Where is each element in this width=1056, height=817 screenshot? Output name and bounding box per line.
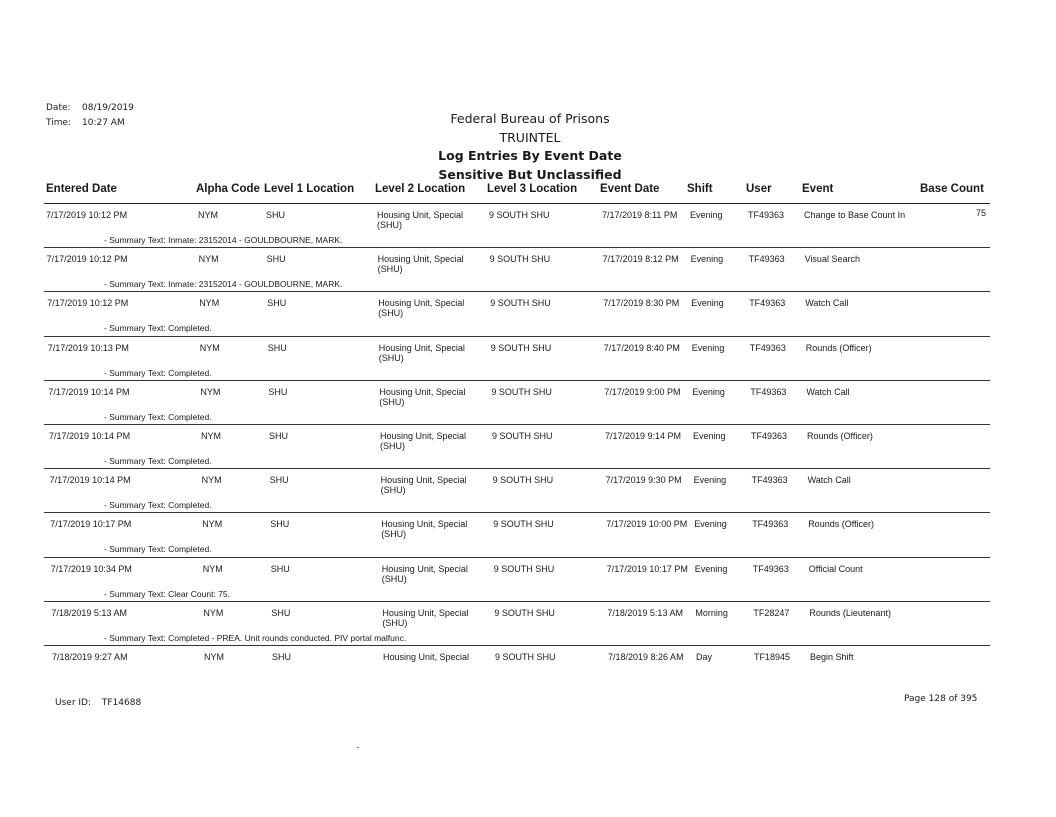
event-date-cell: 7/17/2019 8:30 PM [603,298,680,309]
level1-location-cell: SHU [272,652,292,662]
footer-user-id [55,698,141,708]
event-cell: Rounds (Officer) [807,431,873,441]
level2-location-cell: Housing Unit, Special (SHU) [381,519,468,540]
level1-location-cell: SHU [268,386,288,397]
level3-location-cell: 9 SOUTH SHU [493,519,554,530]
level1-location-cell: SHU [267,342,287,353]
event-cell: Rounds (Officer) [805,342,872,353]
row-separator [44,512,990,513]
row-separator [44,601,990,602]
entered-date-cell: 7/17/2019 10:34 PM [50,563,132,574]
row-separator [44,247,990,248]
col-level3-location: Level 3 Location [487,183,578,195]
event-date-cell: 7/17/2019 9:30 PM [605,475,682,486]
summary-text: - Summary Text: Completed. [104,411,212,422]
alpha-code-cell: NYM [204,652,224,662]
date-value: 08/19/2019 [82,103,134,113]
shift-cell: Evening [692,386,725,397]
summary-text: - Summary Text: Inmate: 23152014 - GOULDBOURNE, MARK. [104,235,343,245]
user-cell: TF28247 [753,607,790,618]
user-cell: TF49363 [748,254,785,265]
col-level2-location: Level 2 Location [375,183,466,195]
classification: Sensitive But Unclassified [438,166,622,182]
level2-location-cell: Housing Unit, Special (SHU) [380,475,467,496]
row-separator [44,291,990,292]
entered-date-cell: 7/17/2019 10:14 PM [48,386,130,397]
level3-location-cell: 9 SOUTH SHU [492,431,553,441]
alpha-code-cell: NYM [199,342,220,353]
shift-cell: Evening [693,431,726,441]
user-cell: TF49363 [750,386,787,397]
entered-date-cell: 7/17/2019 10:12 PM [47,298,129,309]
col-level1-location: Level 1 Location [264,183,355,195]
entered-date-cell: 7/18/2019 5:13 AM [51,607,127,618]
level3-location-cell: 9 SOUTH SHU [490,298,551,309]
level1-location-cell: SHU [266,254,286,265]
shift-cell: Day [696,652,713,662]
user-cell: TF49363 [748,210,785,220]
event-cell: Rounds (Officer) [808,519,875,530]
user-cell: TF49363 [751,431,788,441]
event-cell: Change to Base Count In [804,210,906,220]
agency-name: Federal Bureau of Prisons [450,111,610,126]
row-separator [44,336,990,337]
entered-date-cell: 7/17/2019 10:14 PM [49,475,131,486]
header-rule [44,203,990,204]
level2-location-cell: Housing Unit, Special (SHU) [378,342,465,363]
user-id-value: TF14688 [101,698,142,708]
alpha-code-cell: NYM [199,298,220,309]
col-event: Event [802,183,834,195]
level1-location-cell: SHU [270,519,290,530]
scan-speck [357,747,359,748]
system-name: TRUINTEL [499,129,561,145]
alpha-code-cell: NYM [200,386,221,397]
col-alpha-code: Alpha Code [196,183,260,195]
level1-location-cell: SHU [271,607,291,618]
event-date-cell: 7/17/2019 9:00 PM [604,386,681,397]
level1-location-cell: SHU [270,563,290,574]
level2-location-cell: Housing Unit, Special (SHU) [377,254,464,275]
level2-location-cell: Housing Unit, Special (SHU) [382,607,469,628]
event-date-cell: 7/17/2019 8:11 PM [602,210,678,220]
level3-location-cell: 9 SOUTH SHU [490,342,552,353]
time-label: Time: [46,118,72,128]
user-id-label: User ID: [55,698,91,708]
alpha-code-cell: NYM [203,607,224,618]
level3-location-cell: 9 SOUTH SHU [495,652,556,662]
event-date-cell: 7/18/2019 5:13 AM [607,607,683,618]
level1-location-cell: SHU [269,475,289,486]
shift-cell: Evening [691,298,724,309]
event-cell: Rounds (Lieutenant) [809,607,891,618]
user-cell: TF49363 [749,298,786,309]
summary-text: - Summary Text: Completed. [104,367,212,378]
col-user: User [746,183,772,195]
col-event-date: Event Date [600,183,660,195]
shift-cell: Evening [693,475,727,486]
base-count-cell: 75 [975,208,986,218]
col-entered-date: Entered Date [46,183,117,195]
row-separator [44,424,990,425]
event-date-cell: 7/18/2019 8:26 AM [608,652,684,662]
alpha-code-cell: NYM [201,475,222,486]
level3-location-cell: 9 SOUTH SHU [489,254,551,265]
entered-date-cell: 7/17/2019 10:13 PM [47,342,129,353]
level1-location-cell: SHU [266,210,286,220]
level2-location-cell: Housing Unit, Special (SHU) [378,298,465,319]
level1-location-cell: SHU [269,431,289,441]
event-date-cell: 7/17/2019 8:40 PM [603,342,680,353]
level2-location-cell: Housing Unit, Special (SHU) [381,563,468,584]
shift-cell: Evening [694,563,728,574]
summary-text: - Summary Text: Completed. [104,544,212,555]
summary-text: - Summary Text: Completed - PREA. Unit rounds conducted. PIV portal malfunc. [104,632,407,643]
row-separator [44,557,990,558]
level2-location-cell: Housing Unit, Special [383,652,470,662]
shift-cell: Morning [695,607,728,618]
level2-location-cell: Housing Unit, Special (SHU) [377,210,464,230]
alpha-code-cell: NYM [202,563,223,574]
alpha-code-cell: NYM [198,210,218,220]
entered-date-cell: 7/17/2019 10:12 PM [46,210,128,220]
report-title [370,110,690,184]
alpha-code-cell: NYM [198,254,219,265]
summary-text: - Summary Text: Completed. [104,500,212,511]
event-cell: Visual Search [804,254,860,265]
user-cell: TF49363 [752,563,789,574]
col-base-count: Base Count [920,183,984,195]
level1-location-cell: SHU [267,298,287,309]
report-date [46,103,134,113]
shift-cell: Evening [690,210,723,220]
summary-text: - Summary Text: Completed. [104,456,212,466]
row-separator [44,645,990,646]
event-date-cell: 7/17/2019 10:17 PM [606,563,688,574]
level3-location-cell: 9 SOUTH SHU [489,210,550,220]
user-cell: TF49363 [751,475,788,486]
entered-date-cell: 7/17/2019 10:17 PM [50,519,132,530]
user-cell: TF18945 [754,652,791,662]
level3-location-cell: 9 SOUTH SHU [494,607,555,618]
report-name: Log Entries By Event Date [438,148,622,163]
alpha-code-cell: NYM [202,519,223,530]
page-number: Page 128 of 395 [904,694,978,704]
level3-location-cell: 9 SOUTH SHU [492,475,554,486]
date-label: Date: [46,103,71,113]
user-cell: TF49363 [749,342,786,353]
report-time [46,118,125,128]
entered-date-cell: 7/18/2019 9:27 AM [52,652,128,662]
entered-date-cell: 7/17/2019 10:12 PM [46,254,128,265]
user-cell: TF49363 [752,519,789,530]
summary-text: - Summary Text: Inmate: 23152014 - GOULDBOURNE, MARK. [104,279,343,290]
entered-date-cell: 7/17/2019 10:14 PM [49,431,131,441]
event-cell: Watch Call [805,298,849,309]
level2-location-cell: Housing Unit, Special (SHU) [379,386,466,407]
event-cell: Official Count [808,563,863,574]
summary-text: - Summary Text: Clear Count: 75. [104,588,230,599]
event-date-cell: 7/17/2019 8:12 PM [602,254,679,265]
row-separator [44,468,990,469]
event-cell: Begin Shift [810,652,854,662]
row-separator [44,380,990,381]
level2-location-cell: Housing Unit, Special (SHU) [380,431,467,451]
summary-text: - Summary Text: Completed. [104,323,212,334]
level3-location-cell: 9 SOUTH SHU [491,386,552,397]
alpha-code-cell: NYM [201,431,221,441]
shift-cell: Evening [694,519,727,530]
shift-cell: Evening [691,342,725,353]
event-cell: Watch Call [806,386,850,397]
time-value: 10:27 AM [82,118,125,128]
shift-cell: Evening [690,254,724,265]
event-date-cell: 7/17/2019 10:00 PM [606,519,688,530]
col-shift: Shift [687,183,713,195]
event-cell: Watch Call [807,475,851,486]
level3-location-cell: 9 SOUTH SHU [493,563,555,574]
event-date-cell: 7/17/2019 9:14 PM [605,431,682,441]
